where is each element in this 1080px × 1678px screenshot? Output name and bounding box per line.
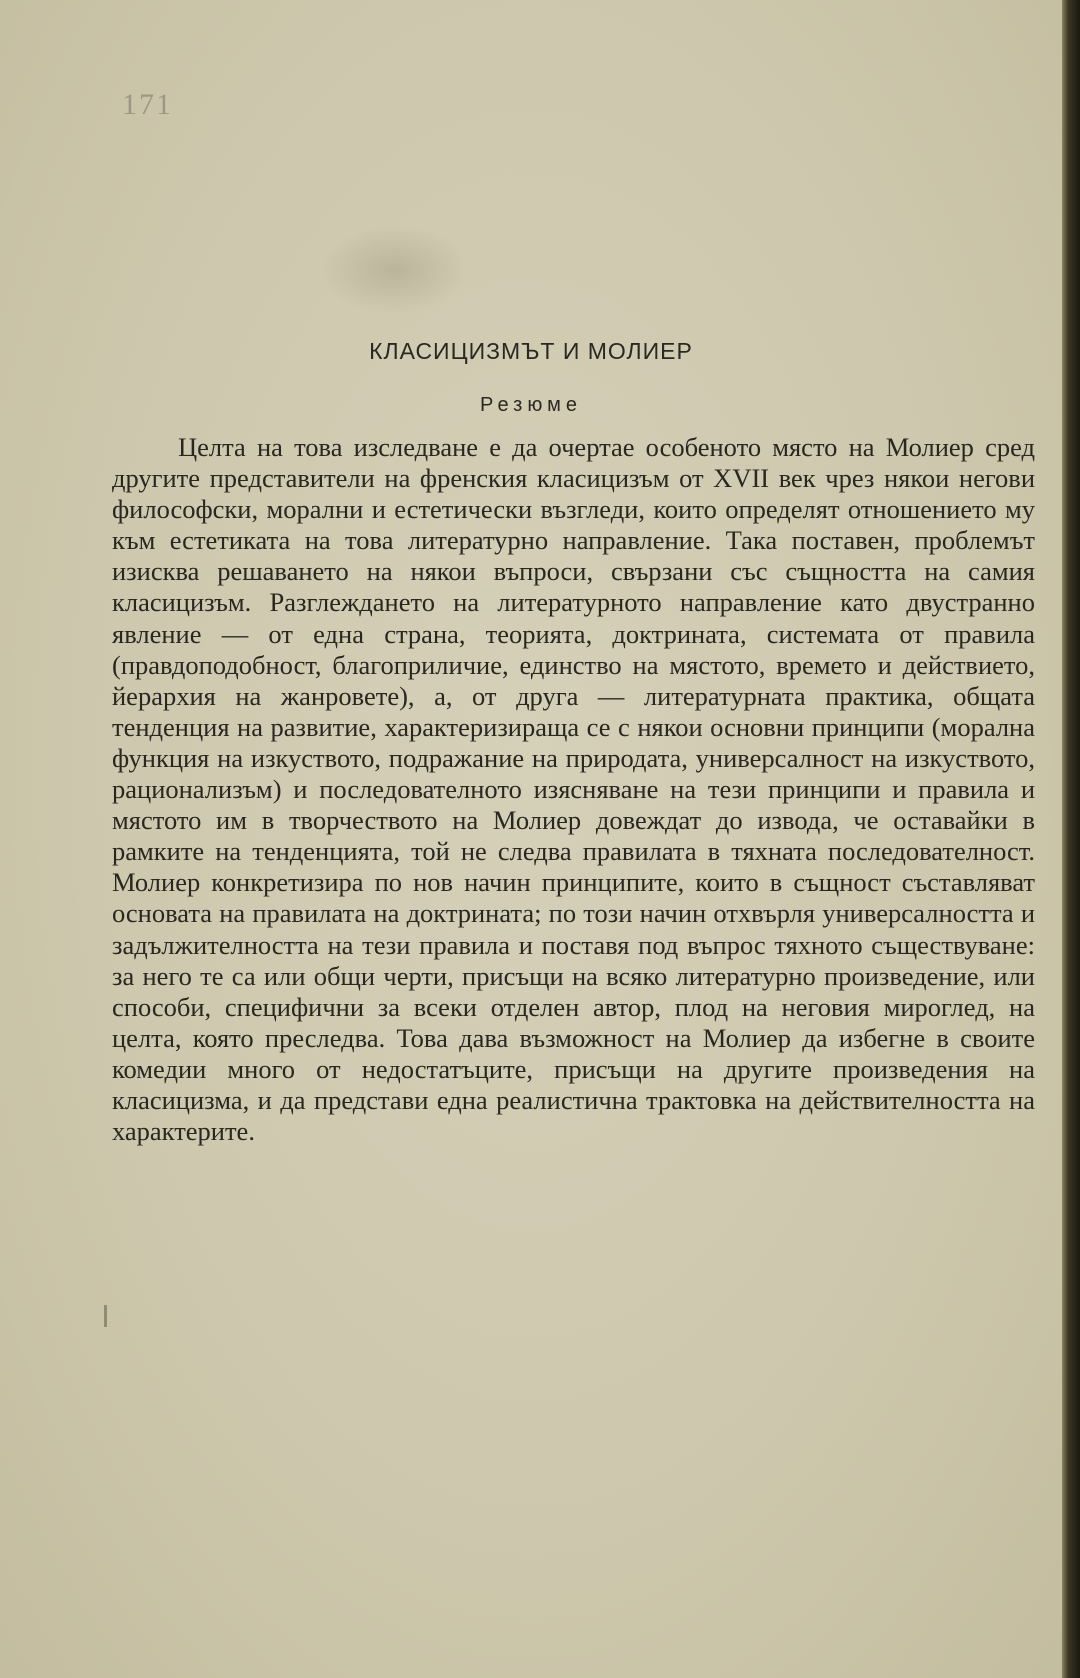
margin-mark — [104, 1305, 107, 1327]
page-edge — [1062, 0, 1080, 1678]
page-title: КЛАСИЦИЗМЪТ И МОЛИЕР — [369, 338, 693, 364]
paper-smudge — [320, 225, 470, 315]
summary-paragraph: Целта на това изследване е да очертае особеното място на Молиер сред другите представители на френския класицизъм от XVII век чрез някои негови философски, морални и естетически възгледи, които определят отношението му към естетиката на това литературно направление. Така поставен, проблемът изисква решаването на някои въпроси, свързани със същността на самия класицизъм. Разглеждането на литературното направление като двустранно явление — от една страна, теорията, доктрината, системата от правила (правдоподобност, благоприличие, единство на мястото, времето и действието, йерархия на жанровете), а, от друга — литературната практика, общата тенденция на развитие, характеризираща се с някои основни принципи (морална функция на изкуството, подражание на природата, универсалност на изкуството, рационализъм) и последователното изясняване на тези принципи и правила и мястото им в творчеството на Молиер довеждат до извода, че оставайки в рамките на тенденцията, той не следва правилата в тяхната последователност. Молиер конкретизира по нов начин принципите, които в същност съставляват основата на правилата на доктрината; по този начин отхвърля универсалността и задължителността на тези правила и поставя под въпрос тяхното съществуване: за него те са или общи черти, присъщи на всяко литературно произведение, или способи, специфични за всеки отделен автор, плод на неговия мироглед, на целта, която преследва. Това дава възможност на Молиер да избегне в своите комедии много от недостатъците, присъщи на другите произведения на класицизма, и да представи една реалистична трактовка на действителността на характерите. — [112, 432, 1035, 1147]
page-number: 171 — [122, 88, 173, 121]
page-subtitle: Резюме — [480, 394, 582, 416]
